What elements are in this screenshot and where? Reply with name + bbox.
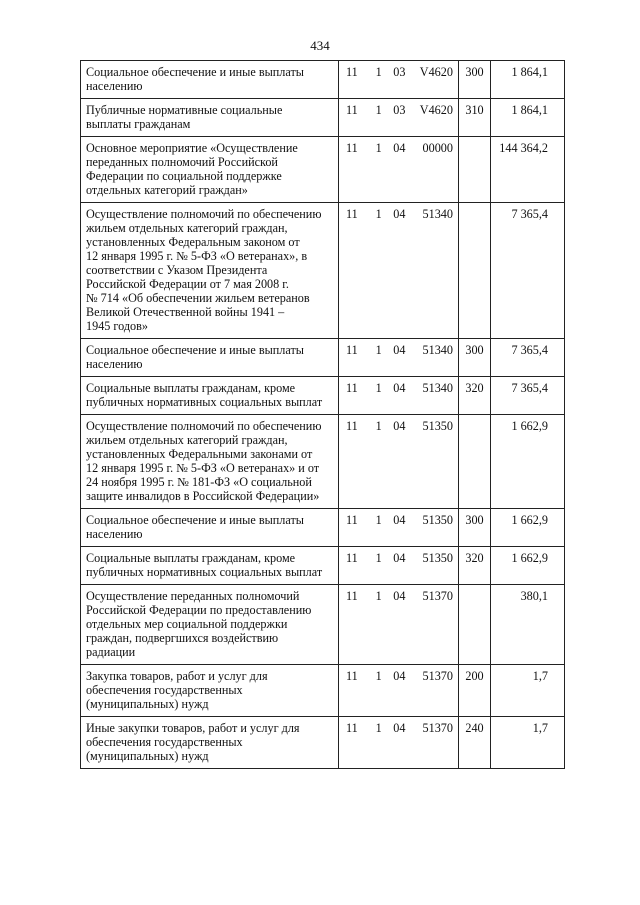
program-code: 11 (346, 103, 358, 117)
direction-code: 51370 (422, 589, 453, 603)
subprogram-code: 1 (375, 419, 382, 433)
row-name-cell (81, 509, 339, 547)
direction-code: 51350 (422, 551, 453, 565)
program-code: 11 (346, 721, 358, 735)
amount: 7 365,4 (491, 203, 565, 339)
subprogram-code: 1 (375, 513, 382, 527)
expense-type-code (459, 585, 491, 665)
program-code: 11 (346, 589, 358, 603)
row-name: Закупка товаров, работ и услуг для обеспечения государственных (муниципальных) нужд (86, 669, 268, 711)
amount: 1 662,9 (491, 415, 565, 509)
direction-code: 51340 (422, 207, 453, 221)
row-name-cell (81, 203, 339, 339)
subprogram-code: 1 (375, 103, 382, 117)
row-name: Осуществление полномочий по обеспечению жильем отдельных категорий граждан, установленных Федеральным законом от 12 января 1995 г. № 5-ФЗ «О ветеранах», в соответствии с Указом Президента Российской Федерации от 7 мая 2008 г. № 714 «Об обеспечении жильем ветеранов Великой Отечественной войны 1941 – 1945 годов» (86, 207, 322, 333)
row-target-code-cell (339, 509, 459, 547)
expense-type-code: 300 (459, 509, 491, 547)
main-activity-code: 04 (393, 669, 406, 683)
row-name-cell (81, 547, 339, 585)
program-code: 11 (346, 419, 358, 433)
expense-type-code (459, 203, 491, 339)
row-target-code-cell (339, 547, 459, 585)
expense-type-code: 320 (459, 547, 491, 585)
program-code: 11 (346, 207, 358, 221)
direction-code: 51340 (422, 381, 453, 395)
row-target-code-cell (339, 339, 459, 377)
expense-type-code: 320 (459, 377, 491, 415)
row-target-code-cell (339, 665, 459, 717)
program-code: 11 (346, 343, 358, 357)
table-row (81, 717, 565, 769)
row-name-cell (81, 717, 339, 769)
table-row (81, 339, 565, 377)
direction-code: V4620 (419, 103, 453, 117)
program-code: 11 (346, 381, 358, 395)
amount: 1 662,9 (491, 509, 565, 547)
main-activity-code: 04 (393, 589, 406, 603)
main-activity-code: 04 (393, 419, 406, 433)
amount: 7 365,4 (491, 377, 565, 415)
program-code: 11 (346, 551, 358, 565)
subprogram-code: 1 (375, 669, 382, 683)
amount: 380,1 (491, 585, 565, 665)
row-target-code-cell (339, 717, 459, 769)
row-target-code-cell (339, 585, 459, 665)
target-code (342, 513, 455, 527)
table-row (81, 377, 565, 415)
direction-code: 51370 (422, 721, 453, 735)
target-code (342, 381, 455, 395)
subprogram-code: 1 (375, 589, 382, 603)
target-code (342, 65, 455, 79)
program-code: 11 (346, 669, 358, 683)
main-activity-code: 04 (393, 721, 406, 735)
expense-type-code (459, 137, 491, 203)
row-target-code-cell (339, 203, 459, 339)
row-target-code-cell (339, 137, 459, 203)
subprogram-code: 1 (375, 381, 382, 395)
row-name: Социальное обеспечение и иные выплаты населению (86, 65, 304, 93)
target-code (342, 207, 455, 221)
row-name-cell (81, 61, 339, 99)
direction-code: 00000 (422, 141, 453, 155)
amount: 1 864,1 (491, 99, 565, 137)
table-row (81, 415, 565, 509)
row-target-code-cell (339, 61, 459, 99)
row-name-cell (81, 377, 339, 415)
row-name: Осуществление переданных полномочий Российской Федерации по предоставлению отдельных мер социальной поддержки граждан, подвергшихся воздействию радиации (86, 589, 312, 659)
target-code (342, 551, 455, 565)
row-name: Основное мероприятие «Осуществление переданных полномочий Российской Федерации по социальной поддержке отдельных категорий граждан» (86, 141, 298, 197)
direction-code: 51350 (422, 513, 453, 527)
row-target-code-cell (339, 377, 459, 415)
amount: 1 864,1 (491, 61, 565, 99)
row-name-cell (81, 415, 339, 509)
program-code: 11 (346, 141, 358, 155)
direction-code: 51340 (422, 343, 453, 357)
target-code (342, 721, 455, 735)
subprogram-code: 1 (375, 343, 382, 357)
amount: 1,7 (491, 665, 565, 717)
table-row (81, 203, 565, 339)
row-name: Социальные выплаты гражданам, кроме публичных нормативных социальных выплат (86, 551, 323, 579)
subprogram-code: 1 (375, 207, 382, 221)
row-name: Иные закупки товаров, работ и услуг для обеспечения государственных (муниципальных) нужд (86, 721, 300, 763)
target-code (342, 669, 455, 683)
table-row (81, 547, 565, 585)
row-name: Публичные нормативные социальные выплаты гражданам (86, 103, 283, 131)
target-code (342, 141, 455, 155)
amount: 7 365,4 (491, 339, 565, 377)
row-name: Социальные выплаты гражданам, кроме публичных нормативных социальных выплат (86, 381, 323, 409)
expense-type-code: 300 (459, 61, 491, 99)
program-code: 11 (346, 65, 358, 79)
amount: 1,7 (491, 717, 565, 769)
main-activity-code: 04 (393, 381, 406, 395)
row-name-cell (81, 665, 339, 717)
main-activity-code: 04 (393, 207, 406, 221)
row-name-cell (81, 137, 339, 203)
main-activity-code: 04 (393, 343, 406, 357)
page-number: 434 (310, 38, 330, 53)
budget-table-body (81, 61, 565, 769)
subprogram-code: 1 (375, 141, 382, 155)
row-name: Осуществление полномочий по обеспечению жильем отдельных категорий граждан, установленных Федеральными законами от 12 января 1995 г. № 5-ФЗ «О ветеранах» и от 24 ноября 1995 г. № 181-ФЗ «О социальной защите инвалидов в Российской Федерации» (86, 419, 322, 503)
direction-code: 51350 (422, 419, 453, 433)
direction-code: 51370 (422, 669, 453, 683)
expense-type-code (459, 415, 491, 509)
table-row (81, 665, 565, 717)
target-code (342, 419, 455, 433)
row-name-cell (81, 585, 339, 665)
amount: 144 364,2 (491, 137, 565, 203)
row-name-cell (81, 99, 339, 137)
subprogram-code: 1 (375, 721, 382, 735)
program-code: 11 (346, 513, 358, 527)
main-activity-code: 04 (393, 141, 406, 155)
direction-code: V4620 (419, 65, 453, 79)
target-code (342, 103, 455, 117)
table-row (81, 585, 565, 665)
expense-type-code: 310 (459, 99, 491, 137)
amount: 1 662,9 (491, 547, 565, 585)
expense-type-code: 300 (459, 339, 491, 377)
target-code (342, 343, 455, 357)
subprogram-code: 1 (375, 551, 382, 565)
table-row (81, 509, 565, 547)
row-target-code-cell (339, 415, 459, 509)
table-row (81, 137, 565, 203)
row-name-cell (81, 339, 339, 377)
main-activity-code: 03 (393, 103, 406, 117)
row-name: Социальное обеспечение и иные выплаты населению (86, 513, 304, 541)
target-code (342, 589, 455, 603)
table-row (81, 61, 565, 99)
expense-type-code: 240 (459, 717, 491, 769)
table-row (81, 99, 565, 137)
subprogram-code: 1 (375, 65, 382, 79)
row-name: Социальное обеспечение и иные выплаты населению (86, 343, 304, 371)
main-activity-code: 04 (393, 513, 406, 527)
main-activity-code: 03 (393, 65, 406, 79)
budget-table (80, 60, 565, 769)
row-target-code-cell (339, 99, 459, 137)
expense-type-code: 200 (459, 665, 491, 717)
main-activity-code: 04 (393, 551, 406, 565)
